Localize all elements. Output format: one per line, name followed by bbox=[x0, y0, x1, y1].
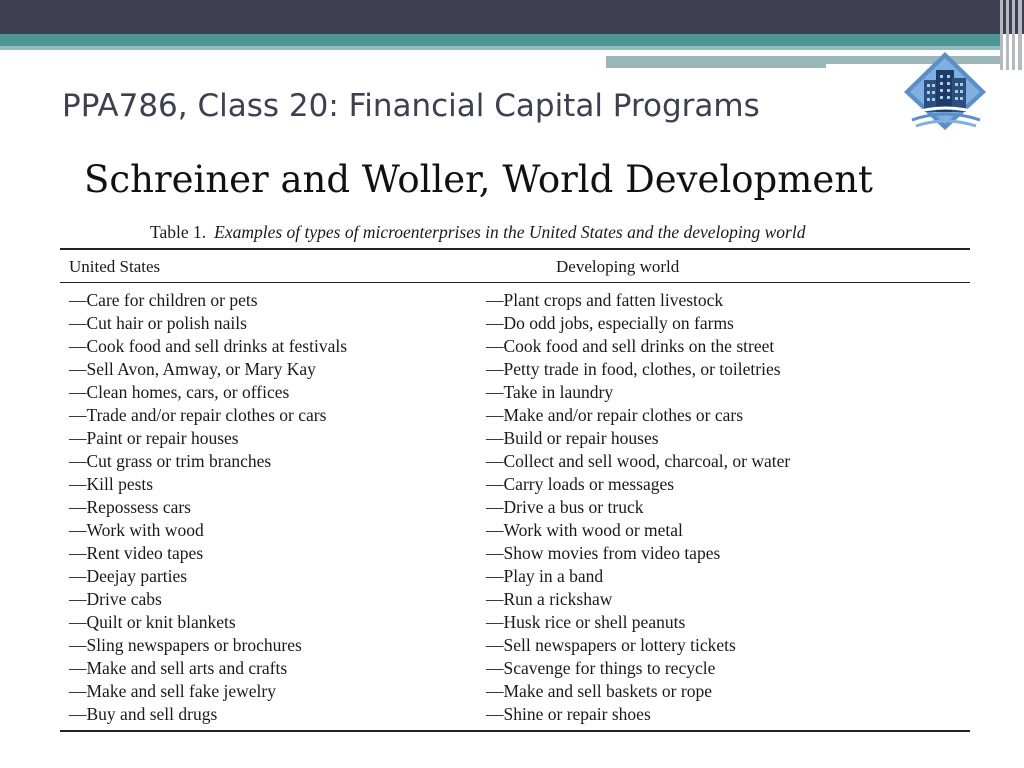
header-stripes bbox=[998, 0, 1024, 70]
table-row: —Kill pests bbox=[69, 474, 154, 494]
table-row: —Repossess cars bbox=[69, 497, 191, 517]
table-row: —Work with wood or metal bbox=[486, 520, 683, 540]
header-band-teal bbox=[0, 34, 1000, 46]
table-row: —Shine or repair shoes bbox=[486, 704, 651, 724]
table-row: —Show movies from video tapes bbox=[486, 543, 721, 563]
header-band-dark bbox=[0, 0, 1024, 34]
table-row: —Drive a bus or truck bbox=[486, 497, 644, 517]
table-row: —Build or repair houses bbox=[486, 428, 659, 448]
table-row: —Collect and sell wood, charcoal, or water bbox=[486, 451, 791, 471]
table-row: —Work with wood bbox=[69, 520, 204, 540]
table-row: —Rent video tapes bbox=[69, 543, 204, 563]
table-row: —Husk rice or shell peanuts bbox=[486, 612, 686, 632]
table-row: —Carry loads or messages bbox=[486, 474, 675, 494]
table-row: —Do odd jobs, especially on farms bbox=[486, 313, 734, 333]
us-column bbox=[69, 289, 347, 726]
table-row: —Drive cabs bbox=[69, 589, 162, 609]
table-caption bbox=[150, 222, 805, 243]
table-bottom-rule bbox=[60, 730, 970, 732]
slide-subtitle: Schreiner and Woller, World Development bbox=[84, 158, 873, 201]
table-caption-text: Examples of types of microenterprises in the United States and the developing world bbox=[214, 222, 806, 242]
column-header-developing: Developing world bbox=[556, 257, 680, 276]
developing-column bbox=[486, 289, 790, 726]
table-row: —Deejay parties bbox=[69, 566, 188, 586]
table-row: —Buy and sell drugs bbox=[69, 704, 218, 724]
table-row: —Sell newspapers or lottery tickets bbox=[486, 635, 736, 655]
table-row: —Make and sell baskets or rope bbox=[486, 681, 712, 701]
table-row: —Make and/or repair clothes or cars bbox=[486, 405, 744, 425]
table-row: —Sling newspapers or brochures bbox=[69, 635, 302, 655]
table-row: —Run a rickshaw bbox=[486, 589, 613, 609]
table-header-rule bbox=[60, 282, 970, 283]
table-caption-label: Table 1. bbox=[150, 222, 207, 242]
table-row: —Cook food and sell drinks on the street bbox=[486, 336, 775, 356]
table-row: —Scavenge for things to recycle bbox=[486, 658, 716, 678]
table-row: —Cook food and sell drinks at festivals bbox=[69, 336, 348, 356]
table-top-rule bbox=[60, 248, 970, 250]
building-logo-icon bbox=[902, 50, 988, 134]
table-row: —Paint or repair houses bbox=[69, 428, 239, 448]
table-row: —Quilt or knit blankets bbox=[69, 612, 236, 632]
column-header-us: United States bbox=[69, 257, 161, 276]
table-row: —Petty trade in food, clothes, or toiletries bbox=[486, 359, 781, 379]
table-row: —Clean homes, cars, or offices bbox=[69, 382, 290, 402]
table-row: —Trade and/or repair clothes or cars bbox=[69, 405, 327, 425]
table-row: —Cut grass or trim branches bbox=[69, 451, 272, 471]
table-row: —Play in a band bbox=[486, 566, 604, 586]
table-row: —Cut hair or polish nails bbox=[69, 313, 247, 333]
table-row: —Plant crops and fatten livestock bbox=[486, 290, 724, 310]
table-row: —Care for children or pets bbox=[69, 290, 258, 310]
table-row: —Sell Avon, Amway, or Mary Kay bbox=[69, 359, 316, 379]
slide-title: PPA786, Class 20: Financial Capital Programs bbox=[62, 88, 760, 124]
table-row: —Make and sell fake jewelry bbox=[69, 681, 277, 701]
table-row: —Make and sell arts and crafts bbox=[69, 658, 288, 678]
table-row: —Take in laundry bbox=[486, 382, 614, 402]
